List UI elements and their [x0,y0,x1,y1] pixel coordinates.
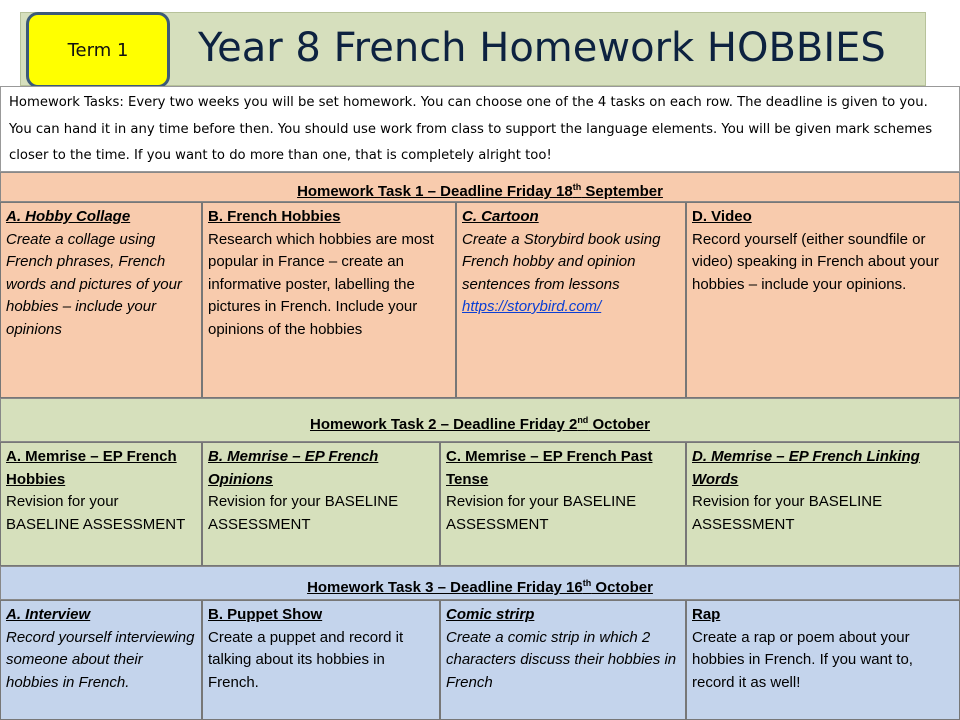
task-title: Rap [692,606,721,623]
task-title: Comic strirp [446,606,535,623]
task-2c-cell [440,442,686,566]
task-title: B. French Hobbies [208,208,341,225]
task-title: C. Memrise – EP French Past Tense [446,448,653,488]
task-body: Record yourself interviewing someone about their hobbies in French. [6,628,195,691]
task-body: Create a Storybird book using French hobby and opinion sentences from lessons [462,230,661,293]
task-body: Research which hobbies are most popular in France – create an informative poster, labelling the pictures in French. Include your opinions of the hobbies [208,230,434,338]
task-body: Create a puppet and record it talking about its hobbies in French. [208,628,404,691]
task-title: D. Video [692,208,752,225]
task-3d-cell [686,600,960,720]
task-2a-cell [0,442,202,566]
task-body: Revision for your BASELINE ASSESSMENT [446,493,637,533]
task-2d-cell [686,442,960,566]
task-3-header: Homework Task 3 – Deadline Friday 16th October [0,566,960,600]
task-title: C. Cartoon [462,208,539,225]
task-2b-cell [202,442,440,566]
task-1a-cell [0,202,202,398]
task-3a-cell [0,600,202,720]
task-1b-cell [202,202,456,398]
task-3b-cell [202,600,440,720]
page-title: Year 8 French Homework HOBBIES [198,25,886,71]
term-badge: Term 1 [26,12,170,88]
task-3c-cell [440,600,686,720]
task-1c-cell [456,202,686,398]
task-1-header: Homework Task 1 – Deadline Friday 18th September [0,172,960,202]
task-title: A. Hobby Collage [6,208,131,225]
intro-text: Homework Tasks: Every two weeks you will be set homework. You can choose one of the 4 tasks on each row. The deadline is given to you. You can hand it in any time before then. You should use work from class to support the language elements. You will be given mark schemes closer to the time. If you want to do more than one, that is completely alright too! [0,86,960,172]
task-body: Record yourself (either soundfile or video) speaking in French about your hobbies – include your opinions. [692,230,939,293]
task-title: B. Puppet Show [208,606,323,623]
task-body: Revision for your BASELINE ASSESSMENT [6,493,186,533]
task-2-header: Homework Task 2 – Deadline Friday 2nd October [0,398,960,442]
task-1d-cell [686,202,960,398]
task-body: Create a comic strip in which 2 characters discuss their hobbies in French [446,628,677,691]
task-body: Create a collage using French phrases, French words and pictures of your hobbies – include your opinions [6,230,182,338]
task-title: A. Interview [6,606,91,623]
task-title: A. Memrise – EP French Hobbies [6,448,177,488]
storybird-link[interactable]: https://storybird.com/ [462,298,602,315]
task-body: Revision for your BASELINE ASSESSMENT [208,493,399,533]
task-body: Revision for your BASELINE ASSESSMENT [692,493,883,533]
task-title: D. Memrise – EP French Linking Words [692,448,920,488]
task-body: Create a rap or poem about your hobbies in French. If you want to, record it as well! [692,628,913,691]
task-title: B. Memrise – EP French Opinions [208,448,379,488]
